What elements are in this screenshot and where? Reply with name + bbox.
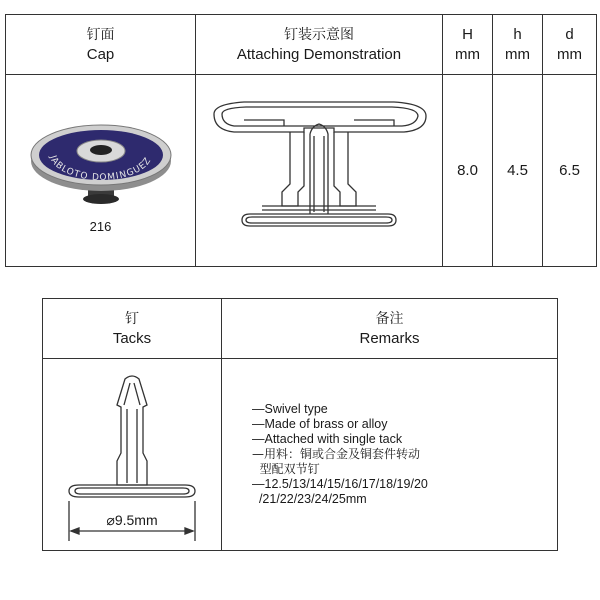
remark-item: —Swivel type	[252, 402, 328, 416]
remark-item: —Made of brass or alloy	[252, 417, 388, 431]
spec-table	[5, 14, 597, 267]
demo-cell	[196, 75, 443, 267]
h-header	[493, 15, 543, 75]
H-value: 8.0	[443, 75, 493, 267]
tack-diagram	[57, 365, 207, 545]
diameter-label: ⌀9.5mm	[106, 511, 158, 528]
cap-image	[26, 107, 176, 217]
tack-data-row	[43, 359, 558, 551]
tack-table	[42, 298, 558, 551]
cap-cell	[6, 75, 196, 267]
remarks-header-zh: 备注	[375, 310, 404, 327]
remark-item: —Attached with single tack	[252, 432, 403, 446]
cap-ring-text: JABLOTO DOMINGUEZ	[46, 154, 154, 184]
spec-data-row	[6, 75, 597, 267]
h-header-unit: mm	[505, 45, 530, 63]
cap-header-en: Cap	[86, 45, 115, 63]
H-header-label: H	[462, 25, 473, 43]
d-header	[543, 15, 597, 75]
d-header-unit: mm	[557, 45, 582, 63]
cap-header	[6, 15, 196, 75]
spec-header-row	[6, 15, 597, 75]
tacks-header	[43, 299, 222, 359]
demo-header-en: Attaching Demonstration	[236, 45, 402, 63]
tack-drawing-cell	[43, 359, 222, 551]
h-value: 4.5	[493, 75, 543, 267]
cap-code: 216	[89, 219, 112, 234]
attaching-diagram	[204, 96, 434, 246]
remark-item: 型配双节钉	[252, 462, 320, 476]
H-header	[443, 15, 493, 75]
demo-header-zh: 钉装示意图	[284, 26, 354, 43]
d-header-label: d	[565, 25, 574, 43]
tacks-header-en: Tacks	[112, 329, 152, 347]
h-header-label: h	[513, 25, 522, 43]
H-header-unit: mm	[455, 45, 480, 63]
cap-header-zh: 钉面	[86, 26, 115, 43]
demo-header	[196, 15, 443, 75]
tacks-header-zh: 钉	[125, 310, 139, 327]
remark-item: /21/22/23/24/25mm	[252, 492, 367, 506]
remark-item: —12.5/13/14/15/16/17/18/19/20	[252, 477, 428, 491]
remarks-header	[222, 299, 558, 359]
remarks-cell	[222, 359, 558, 551]
tack-header-row	[43, 299, 558, 359]
remark-item: —用料：铜或合金及铜套件转动	[252, 447, 421, 461]
d-value: 6.5	[543, 75, 597, 267]
remarks-header-en: Remarks	[359, 329, 420, 347]
